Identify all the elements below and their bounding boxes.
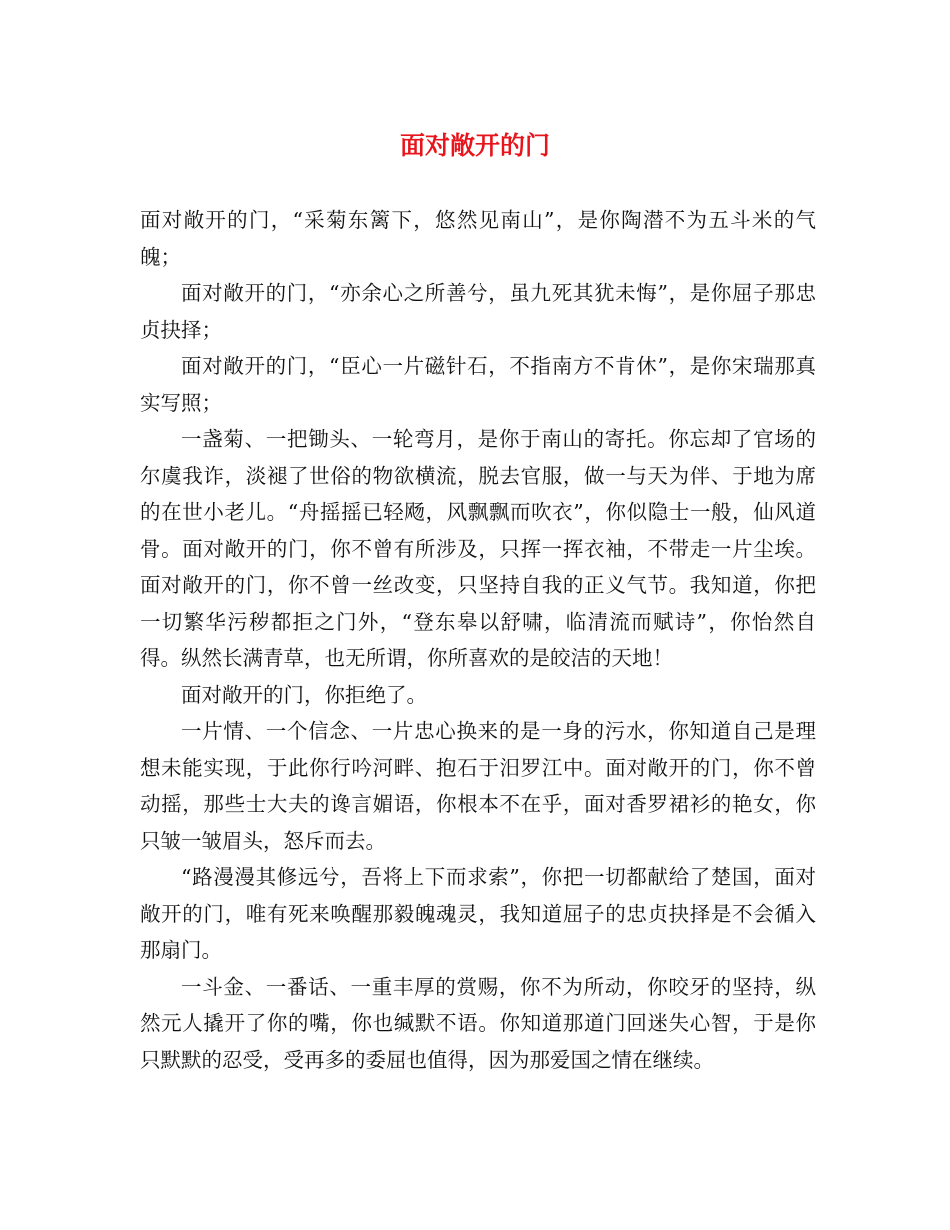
document-title: 面对敞开的门 <box>399 131 550 160</box>
paragraph: 面对敞开的门，“亦余心之所善兮，虽九死其犹未悔”，是你屈子那忠贞抉择； <box>140 281 816 342</box>
paragraph: 一斗金、一番话、一重丰厚的赏赐，你不为所动，你咬牙的坚持，纵然元人撬开了你的嘴，你也缄默不语。你知道那道门回迷失心智，于是你只默默的忍受，受再多的委屈也值得，因为那爱国之情在继续。 <box>140 974 816 1072</box>
document-body <box>140 202 816 1078</box>
paragraph: 面对敞开的门，“采菊东篱下，悠然见南山”，是你陶潜不为五斗米的气魄； <box>140 208 816 269</box>
paragraph: 一盏菊、一把锄头、一轮弯月，是你于南山的寄托。你忘却了官场的尔虞我诈，淡褪了世俗的物欲横流，脱去官服，做一与天为伴、于地为席的在世小老儿。“舟摇摇已轻飏，风飘飘而吹衣”，你似隐士一般，仙风道骨。面对敞开的门，你不曾有所涉及，只挥一挥衣袖，不带走一片尘埃。面对敞开的门，你不曾一丝改变，只坚持自我的正义气节。我知道，你把一切繁华污秽都拒之门外，“登东皋以舒啸，临清流而赋诗”，你怡然自得。纵然长满青草，也无所谓，你所喜欢的是皎洁的天地！ <box>140 427 816 670</box>
paragraph: 一片情、一个信念、一片忠心换来的是一身的污水，你知道自己是理想未能实现，于此你行吟河畔、抱石于汨罗江中。面对敞开的门，你不曾动摇，那些士大夫的谗言媚语，你根本不在乎，面对香罗裙衫的艳女，你只皱一皱眉头，怒斥而去。 <box>140 719 816 853</box>
paragraph: “路漫漫其修远兮，吾将上下而求索”，你把一切都献给了楚国，面对敞开的门，唯有死来唤醒那毅魄魂灵，我知道屈子的忠贞抉择是不会循入那扇门。 <box>140 865 816 962</box>
paragraph: 面对敞开的门，“臣心一片磁针石，不指南方不肯休”，是你宋瑞那真实写照； <box>140 354 816 415</box>
paragraph: 面对敞开的门，你拒绝了。 <box>181 682 427 707</box>
